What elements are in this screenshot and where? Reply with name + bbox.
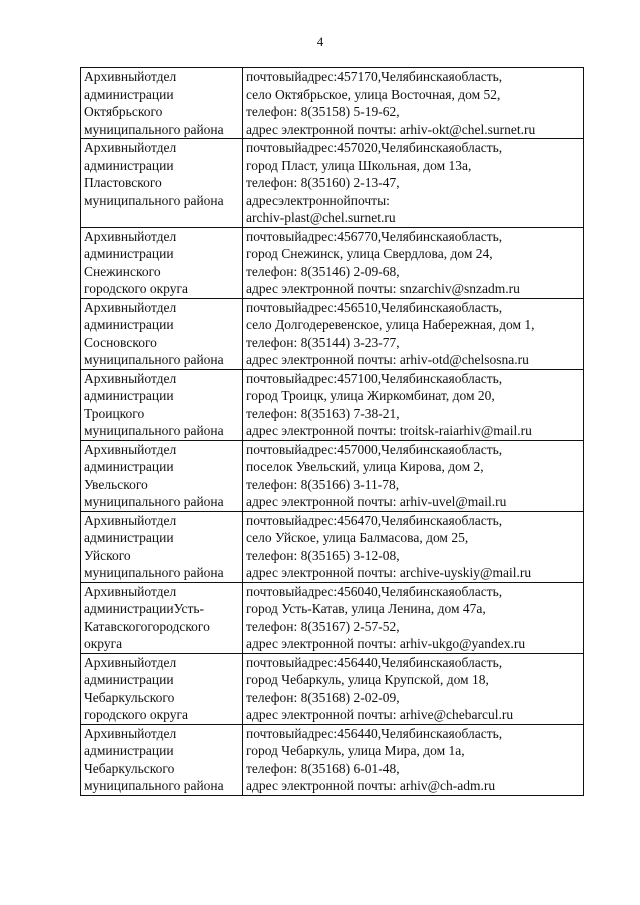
organization-cell (81, 653, 243, 724)
address-line: адрес электронной почты: arhive@chebarcul.ru (246, 707, 514, 722)
page-number: 4 (316, 34, 324, 49)
address-cell (243, 369, 584, 440)
address-line: телефон: 8(35166) 3-11-78, (246, 476, 400, 492)
organization-line: Троицкого (84, 405, 145, 421)
organization-cell (81, 369, 243, 440)
organization-line: муниципального района (84, 121, 224, 137)
address-line: адрес электронной почты: snzarchiv@snzadm.ru (246, 281, 520, 296)
address-line: телефон: 8(35163) 7-38-21, (246, 405, 400, 421)
address-line: почтовыйадрес:456040,Челябинскаяобласть, (246, 583, 503, 599)
address-cell (243, 653, 584, 724)
organization-line: Октябрьского (84, 104, 163, 119)
organization-line: Уйского (84, 547, 131, 563)
organization-line: Пластовского (84, 175, 162, 190)
organization-line: муниципального района (84, 192, 224, 208)
organization-line: администрации (84, 743, 174, 758)
address-line: адрес электронной почты: archive-uyskiy@mail.ru (246, 565, 532, 580)
table-row (81, 653, 584, 724)
table-row (81, 139, 584, 228)
address-line: почтовыйадрес:456440,Челябинскаяобласть, (246, 725, 503, 741)
address-line: почтовыйадрес:456470,Челябинскаяобласть, (246, 512, 503, 528)
address-line: почтовыйадрес:457020,Челябинскаяобласть, (246, 140, 503, 155)
organization-line: Сосновского (84, 334, 157, 350)
organization-line: Архивныйотдел (84, 140, 177, 155)
organization-line: Увельского (84, 476, 148, 492)
organization-line: городского округа (84, 707, 189, 722)
organization-line: Катавскогогородского (84, 618, 210, 634)
table-row (81, 227, 584, 298)
address-line: почтовыйадрес:456510,Челябинскаяобласть, (246, 299, 503, 315)
address-line: город Снежинск, улица Свердлова, дом 24, (246, 246, 493, 261)
organization-cell (81, 511, 243, 582)
address-line: почтовыйадрес:457170,Челябинскаяобласть, (246, 69, 503, 84)
address-line: телефон: 8(35160) 2-13-47, (246, 175, 400, 190)
address-line: телефон: 8(35165) 3-12-08, (246, 547, 400, 563)
organization-line: администрации (84, 672, 174, 687)
address-line: телефон: 8(35144) 3-23-77, (246, 334, 400, 350)
archives-table (80, 67, 584, 796)
organization-line: Архивныйотдел (84, 370, 177, 386)
table-row (81, 582, 584, 653)
address-line: адрес электронной почты: arhiv-otd@chelsosna.ru (246, 352, 529, 367)
address-line: село Октябрьское, улица Восточная, дом 52, (246, 86, 501, 102)
organization-line: муниципального района (84, 423, 224, 438)
address-cell (243, 440, 584, 511)
address-line: телефон: 8(35168) 6-01-48, (246, 760, 400, 776)
organization-line: администрации (84, 246, 174, 261)
address-line: телефон: 8(35168) 2-02-09, (246, 689, 400, 705)
address-line: город Пласт, улица Школьная, дом 13а, (246, 157, 472, 173)
organization-line: Архивныйотдел (84, 441, 177, 457)
organization-line: муниципального района (84, 352, 224, 367)
organization-line: городского округа (84, 281, 189, 296)
address-line: телефон: 8(35146) 2-09-68, (246, 263, 400, 279)
address-line: телефон: 8(35158) 5-19-62, (246, 104, 400, 119)
organization-line: администрации (84, 459, 174, 474)
address-line: почтовыйадрес:457100,Челябинскаяобласть, (246, 370, 503, 386)
address-line: город Чебаркуль, улица Мира, дом 1а, (246, 743, 465, 758)
address-cell (243, 227, 584, 298)
address-cell (243, 582, 584, 653)
organization-line: муниципального района (84, 778, 224, 793)
organization-line: округа (84, 636, 123, 651)
address-cell (243, 139, 584, 228)
organization-cell (81, 582, 243, 653)
address-line: адрес электронной почты: arhiv-okt@chel.surnet.ru (246, 121, 536, 137)
address-line: город Троицк, улица Жиркомбинат, дом 20, (246, 388, 495, 403)
address-cell (243, 724, 584, 795)
organization-line: администрации (84, 317, 174, 332)
address-line: город Усть-Катав, улица Ленина, дом 47а, (246, 601, 486, 616)
organization-line: Архивныйотдел (84, 725, 177, 741)
table-row (81, 511, 584, 582)
table-row (81, 369, 584, 440)
organization-line: администрацииУсть- (84, 601, 205, 616)
address-line: адресэлектроннойпочты: (246, 192, 390, 208)
address-line: город Чебаркуль, улица Крупской, дом 18, (246, 672, 489, 687)
organization-line: Архивныйотдел (84, 512, 177, 528)
organization-line: администрации (84, 530, 174, 545)
organization-line: администрации (84, 388, 174, 403)
address-line: archiv-plast@chel.surnet.ru (246, 210, 396, 225)
address-cell (243, 68, 584, 139)
organization-line: Чебаркульского (84, 689, 175, 705)
address-line: адрес электронной почты: troitsk-raiarhiv@mail.ru (246, 423, 532, 438)
table-row (81, 724, 584, 795)
organization-line: Архивныйотдел (84, 228, 177, 244)
organization-line: муниципального района (84, 494, 224, 509)
address-line: адрес электронной почты: arhiv-ukgo@yandex.ru (246, 636, 526, 651)
organization-line: Снежинского (84, 263, 161, 279)
address-line: адрес электронной почты: arhiv@ch-adm.ru (246, 778, 496, 793)
organization-cell (81, 227, 243, 298)
organization-line: Чебаркульского (84, 760, 175, 776)
address-cell (243, 511, 584, 582)
table-row (81, 298, 584, 369)
organization-cell (81, 139, 243, 228)
organization-line: администрации (84, 86, 174, 102)
organization-line: Архивныйотдел (84, 583, 177, 599)
organization-line: муниципального района (84, 565, 224, 580)
organization-line: Архивныйотдел (84, 654, 177, 670)
address-cell (243, 298, 584, 369)
organization-cell (81, 68, 243, 139)
address-line: почтовыйадрес:457000,Челябинскаяобласть, (246, 441, 503, 457)
organization-line: Архивныйотдел (84, 299, 177, 315)
organization-cell (81, 440, 243, 511)
table-row (81, 68, 584, 139)
address-line: село Уйское, улица Балмасова, дом 25, (246, 530, 469, 545)
address-line: поселок Увельский, улица Кирова, дом 2, (246, 459, 484, 474)
table-row (81, 440, 584, 511)
organization-cell (81, 724, 243, 795)
organization-line: Архивныйотдел (84, 69, 177, 84)
address-line: почтовыйадрес:456770,Челябинскаяобласть, (246, 228, 503, 244)
archives-table-body (81, 68, 584, 796)
organization-cell (81, 298, 243, 369)
address-line: телефон: 8(35167) 2-57-52, (246, 618, 400, 634)
address-line: адрес электронной почты: arhiv-uvel@mail.ru (246, 494, 507, 509)
address-line: село Долгодеревенское, улица Набережная, дом 1, (246, 317, 535, 332)
address-line: почтовыйадрес:456440,Челябинскаяобласть, (246, 654, 503, 670)
organization-line: администрации (84, 157, 174, 173)
